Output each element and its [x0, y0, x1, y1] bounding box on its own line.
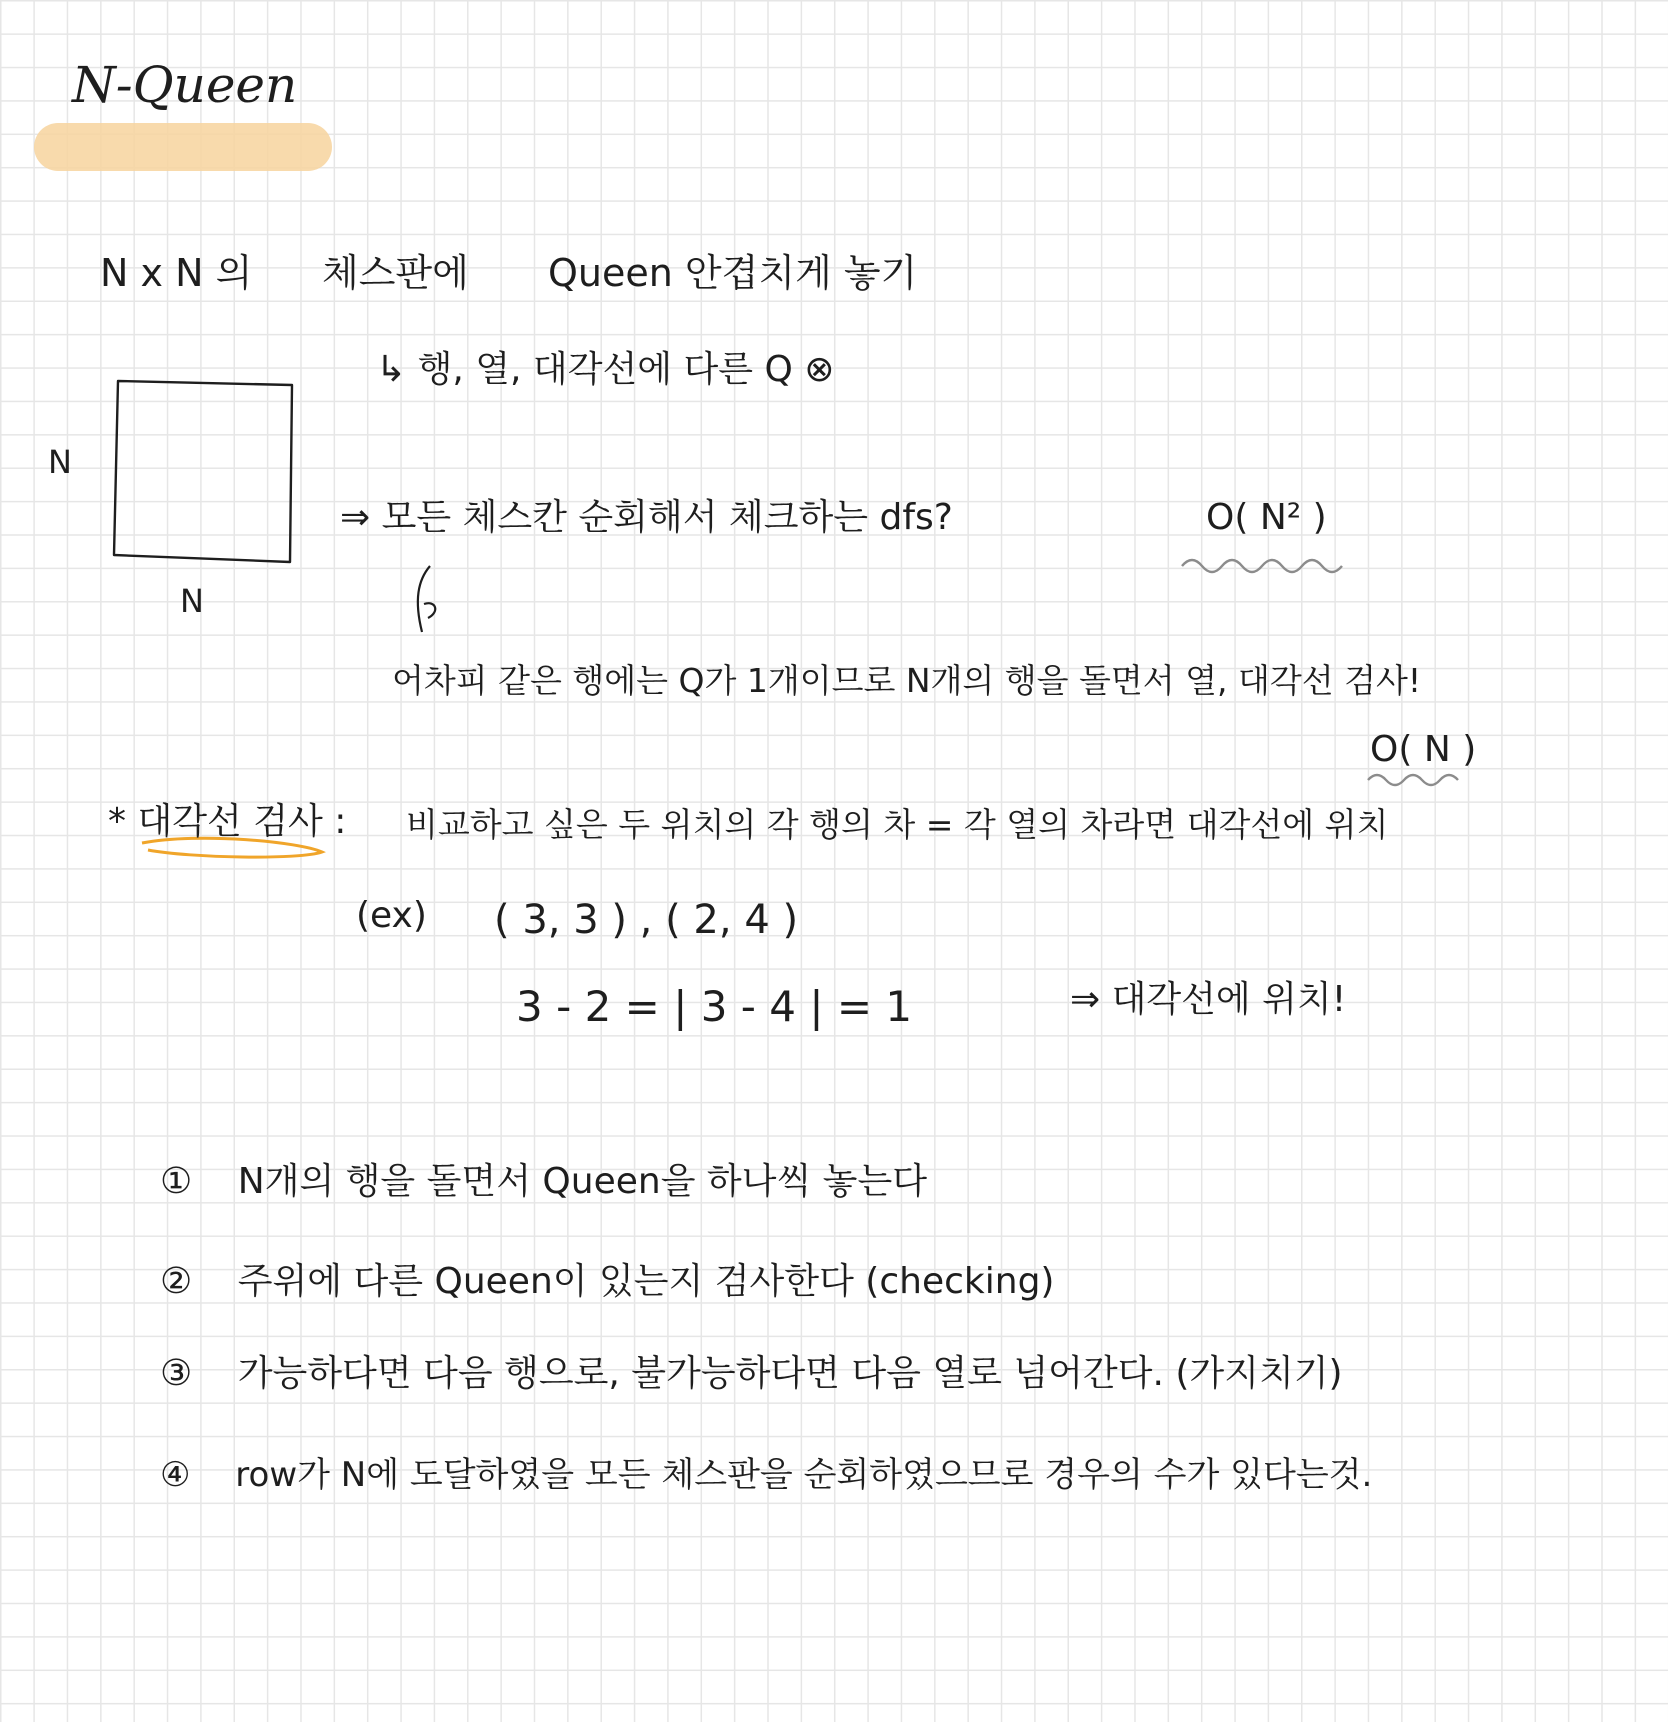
step-3: [160, 1353, 1343, 1394]
example-calc: 3 - 2 = | 3 - 4 | = 1: [516, 982, 913, 1031]
step-2: [160, 1261, 1055, 1302]
step-number: ③: [160, 1353, 193, 1394]
queen-rule-text: Queen 안겹치게 놓기: [548, 251, 918, 295]
step-text: 주위에 다른 Queen이 있는지 검사한다 (checking): [237, 1261, 1055, 1302]
insight-complexity: O( N ): [1370, 729, 1477, 770]
step-text: 가능하다면 다음 행으로, 불가능하다면 다음 열로 넘어간다. (가지치기): [237, 1353, 1343, 1394]
board-bottom-label: N: [180, 582, 204, 620]
step-1: [160, 1161, 928, 1202]
board-left-label: N: [48, 443, 72, 481]
brute-force-text: ⇒ 모든 체스칸 순회해서 체크하는 dfs?: [340, 497, 953, 538]
page-title: N-Queen: [72, 56, 298, 114]
problem-size-text: N x N 의: [100, 251, 253, 295]
complexity-squiggle-2: [1368, 775, 1458, 785]
step-number: ②: [160, 1261, 193, 1302]
brute-force-complexity: O( N² ): [1206, 497, 1327, 538]
complexity-squiggle: [1182, 560, 1342, 572]
example-label: (ex): [356, 895, 427, 936]
step-number: ④: [160, 1455, 191, 1495]
step-text: row가 N에 도달하였을 모든 체스판을 순회하였으므로 경우의 수가 있다는것.: [235, 1455, 1373, 1495]
example-coords: ( 3, 3 ) , ( 2, 4 ): [494, 897, 799, 943]
step-text: N개의 행을 돌면서 Queen을 하나씩 놓는다: [237, 1161, 928, 1202]
step-4: [160, 1455, 1373, 1495]
example-result: ⇒ 대각선에 위치!: [1070, 979, 1347, 1020]
constraint-note: ↳ 행, 열, 대각선에 다른 Q ⊗: [376, 349, 835, 390]
chessboard-text: 체스판에: [322, 251, 469, 295]
step-number: ①: [160, 1161, 193, 1202]
insight-text: 어차피 같은 행에는 Q가 1개이므로 N개의 행을 돌면서 열, 대각선 검사!: [392, 661, 1422, 700]
diag-check-label: * 대각선 검사 :: [108, 801, 347, 842]
diag-check-text: 비교하고 싶은 두 위치의 각 행의 차 = 각 열의 차라면 대각선에 위치: [406, 805, 1389, 844]
